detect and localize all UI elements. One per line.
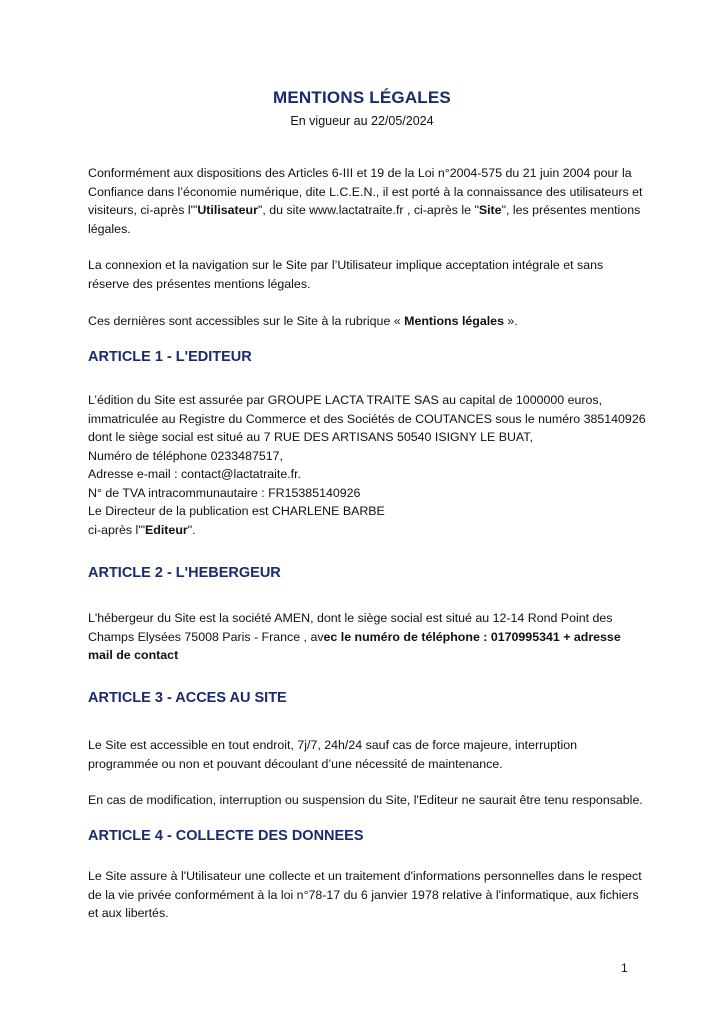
- text-line: Le Directeur de la publication est CHARLENE BARBE: [88, 504, 385, 518]
- text-line: dont le siège social est situé au 7 RUE DES ARTISANS 50540 ISIGNY LE BUAT,: [88, 430, 533, 444]
- text-line: de la vie privée conformément à la loi n°78-17 du 6 janvier 1978 relative à l'informatique, aux fichiers: [88, 887, 639, 902]
- text-line: [88, 521, 648, 540]
- text-line: Confiance dans l’économie numérique, dite L.C.E.N., il est porté à la connaissance des utilisateurs et: [88, 184, 643, 199]
- text-line: légales.: [88, 221, 131, 236]
- text-span: Ces dernières sont accessibles sur le Site à la rubrique «: [88, 314, 405, 328]
- article-1-heading: ARTICLE 1 - L'EDITEUR: [88, 349, 252, 365]
- text-span: visiteurs, ci-après l'": [88, 203, 198, 217]
- text-line: [88, 201, 648, 220]
- article-3-heading: ARTICLE 3 - ACCES AU SITE: [88, 690, 287, 706]
- text-line: N° de TVA intracommunautaire : FR15385140926: [88, 485, 361, 500]
- text-line: Numéro de téléphone 0233487517,: [88, 448, 283, 463]
- text-line: réserve des présentes mentions légales.: [88, 276, 311, 291]
- text-line: Conformément aux dispositions des Articles 6-III et 19 de la Loi n°2004-575 du 21 juin 2004 pour la: [88, 166, 632, 180]
- text-span: ", les présentes mentions: [501, 203, 641, 217]
- text-span: ", du site www.lactatraite.fr , ci-après le ": [257, 203, 479, 217]
- article-3-body: [88, 736, 648, 773]
- text-span: ».: [503, 314, 518, 328]
- bold-term-utilisateur: Utilisateur: [197, 203, 258, 217]
- bold-text-span: mail de contact: [88, 648, 179, 662]
- article-2-body: [88, 609, 648, 665]
- article-2-heading: ARTICLE 2 - L'HEBERGEUR: [88, 565, 281, 581]
- text-line: immatriculée au Registre du Commerce et des Sociétés de COUTANCES sous le numéro 385140926: [88, 411, 646, 426]
- bold-term-editeur: Editeur: [145, 522, 188, 537]
- text-line: et aux libertés.: [88, 906, 169, 920]
- text-line: Le Site assure à l'Utilisateur une collecte et un traitement d'informations personnelles dans le respect: [88, 869, 642, 883]
- text-line: L’édition du Site est assurée par GROUPE LACTA TRAITE SAS au capital de 1000000 euros,: [88, 393, 603, 407]
- text-span: ".: [187, 522, 196, 537]
- text-line: programmée ou non et pouvant découlant d’une nécessité de maintenance.: [88, 756, 503, 771]
- bold-term-mentions-legales: Mentions légales: [404, 314, 504, 328]
- text-span: ci-après l'": [88, 522, 146, 537]
- article-4-heading: ARTICLE 4 - COLLECTE DES DONNEES: [88, 828, 364, 844]
- text-line: [88, 312, 648, 331]
- intro-paragraph-1: [88, 164, 648, 238]
- intro-paragraph-2: [88, 256, 648, 293]
- text-line: L'hébergeur du Site est la société AMEN, dont le siège social est situé au 12-14 Rond Point des: [88, 611, 613, 625]
- article-3-paragraph-2: [88, 791, 648, 810]
- article-1-body: [88, 391, 648, 539]
- page-number: 1: [621, 961, 628, 975]
- page-title: MENTIONS LÉGALES: [273, 88, 451, 107]
- text-line: En cas de modification, interruption ou suspension du Site, l'Editeur ne saurait être tenu responsable.: [88, 793, 643, 807]
- article-4-body: [88, 867, 648, 923]
- text-line: [88, 628, 648, 647]
- intro-paragraph-3: [88, 312, 648, 331]
- text-line: Adresse e-mail : contact@lactatraite.fr.: [88, 467, 301, 481]
- text-line: Le Site est accessible en tout endroit, 7j/7, 24h/24 sauf cas de force majeure, interruption: [88, 738, 578, 752]
- bold-text-span: ec le numéro de téléphone : 0170995341 + adresse: [323, 629, 621, 644]
- effective-date: En vigueur au 22/05/2024: [290, 114, 434, 128]
- text-span: Champs Elysées 75008 Paris - France , av: [88, 629, 324, 644]
- text-line: La connexion et la navigation sur le Site par l’Utilisateur implique acceptation intégrale et sans: [88, 258, 604, 272]
- text-line: [88, 646, 648, 665]
- bold-term-site: Site: [478, 203, 502, 217]
